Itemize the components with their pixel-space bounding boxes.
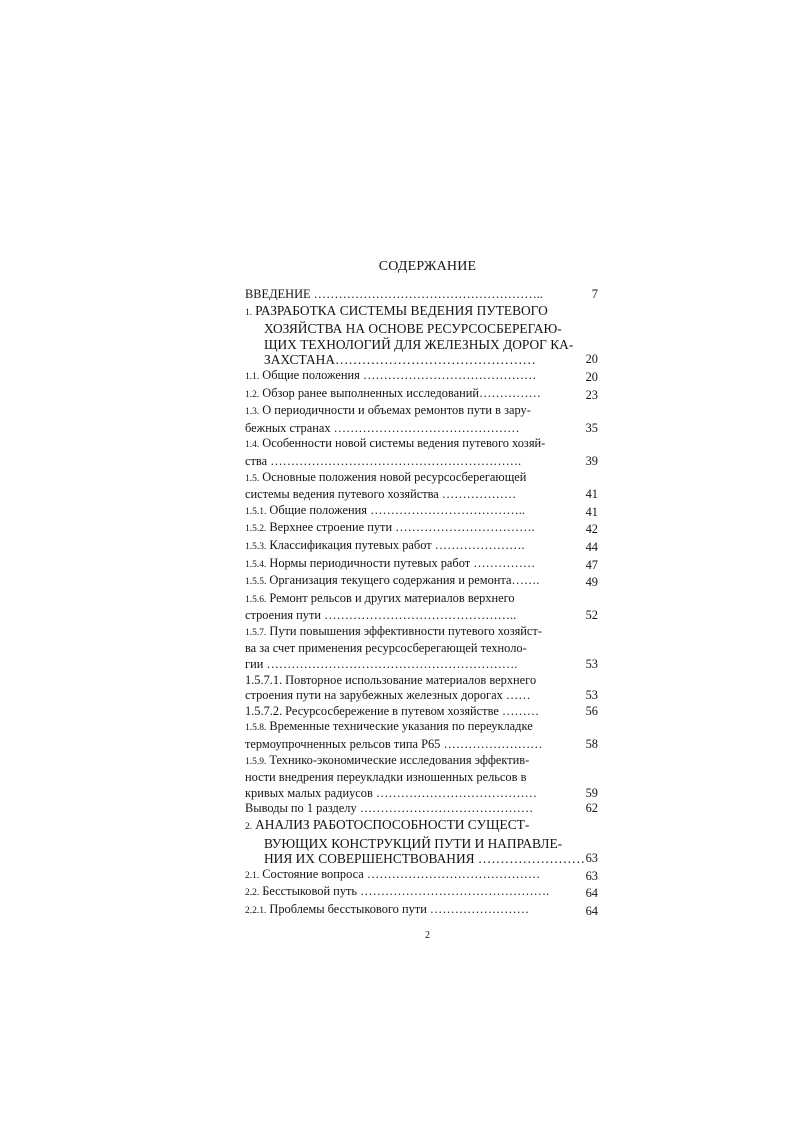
toc-entry-text xyxy=(245,321,571,337)
toc-entry xyxy=(245,503,601,521)
toc-entry xyxy=(245,673,601,704)
toc-entry xyxy=(245,817,601,867)
toc-entry-page: 59 xyxy=(585,785,598,800)
toc-entry xyxy=(245,801,601,817)
toc-entry xyxy=(245,591,601,624)
toc-entry-number: 1.5.4. xyxy=(245,559,267,570)
toc-entry-number: 1.5.7. xyxy=(245,627,267,638)
toc-entry-text xyxy=(245,737,571,753)
toc-entry xyxy=(245,556,601,574)
toc-entry-label: Классификация путевых работ …………………. xyxy=(269,537,525,552)
table-of-contents xyxy=(245,287,601,920)
toc-entry-text xyxy=(245,520,571,538)
toc-entry-number: 2. xyxy=(245,822,253,832)
toc-entry xyxy=(245,624,601,673)
toc-entry-number: 1.5. xyxy=(245,473,260,484)
toc-entry xyxy=(245,753,601,802)
toc-entry-number: 2.1. xyxy=(245,870,260,881)
toc-entry-number: 1. xyxy=(245,307,253,318)
toc-entry-text xyxy=(245,556,571,574)
toc-entry-number: 1.4. xyxy=(245,440,260,451)
toc-entry-text xyxy=(245,573,571,591)
toc-entry-label: Ресурсосбережение в путевом хозяйстве ……… xyxy=(285,703,540,718)
toc-entry-page: 49 xyxy=(585,575,598,590)
toc-entry xyxy=(245,573,601,591)
page-number: 2 xyxy=(425,930,430,941)
toc-entry-text xyxy=(245,884,571,902)
toc-entry-text xyxy=(245,719,571,737)
toc-entry-label: строения пути ……………………………………….. xyxy=(245,608,517,623)
toc-title: СОДЕРЖАНИЕ xyxy=(378,259,477,274)
toc-entry-text xyxy=(245,704,571,720)
toc-entry xyxy=(245,902,601,920)
toc-entry-text xyxy=(245,817,571,836)
toc-entry xyxy=(245,303,601,368)
toc-entry-page: 44 xyxy=(585,539,598,554)
toc-entry-text xyxy=(245,421,571,437)
toc-entry-number: 1.5.2. xyxy=(245,524,267,535)
toc-entry-number: 1.1. xyxy=(245,371,260,382)
toc-entry-label: бежных странах ……………………………………… xyxy=(245,420,520,435)
toc-entry xyxy=(245,867,601,885)
toc-entry-text xyxy=(245,770,571,786)
toc-entry-text xyxy=(245,352,571,368)
toc-entry-text xyxy=(245,386,571,404)
toc-entry xyxy=(245,403,601,436)
toc-entry-label: Пути повышения эффективности путевого хозяйст- xyxy=(269,623,542,638)
toc-entry-text xyxy=(245,591,571,609)
toc-entry-text xyxy=(245,902,571,920)
toc-entry-text xyxy=(245,867,571,885)
toc-entry-label: ВВЕДЕНИЕ ……………………………………………….. xyxy=(245,287,543,301)
toc-entry-page: 52 xyxy=(585,608,598,623)
toc-entry-label: Общие положения …………………………………… xyxy=(262,367,537,382)
toc-entry-label: Технико-экономические исследования эффектив- xyxy=(269,752,530,767)
toc-entry-number: 1.5.7.2. xyxy=(245,703,283,718)
toc-entry-page: 20 xyxy=(585,369,598,384)
toc-entry-page: 42 xyxy=(585,522,598,537)
toc-entry-number: 1.5.3. xyxy=(245,541,267,552)
toc-entry-label: Повторное использование материалов верхнего xyxy=(285,672,537,687)
toc-entry xyxy=(245,287,601,303)
toc-entry-label: ства ……………………………………………………. xyxy=(245,453,522,468)
toc-entry-page: 58 xyxy=(585,737,598,752)
toc-entry-page: 64 xyxy=(585,886,598,901)
toc-entry xyxy=(245,386,601,404)
toc-entry-label: Организация текущего содержания и ремонта……. xyxy=(269,573,540,588)
toc-entry-label: Основные положения новой ресурсосберегающей xyxy=(262,469,527,484)
toc-entry xyxy=(245,436,601,469)
toc-entry-page: 63 xyxy=(585,868,598,883)
toc-entry-label: ХОЗЯЙСТВА НА ОСНОВЕ РЕСУРСОСБЕРЕГАЮ- xyxy=(264,321,562,337)
toc-entry-text xyxy=(245,454,571,470)
toc-entry-text xyxy=(245,538,571,556)
toc-entry-page: 39 xyxy=(585,453,598,468)
toc-entry-label: кривых малых радиусов ………………………………… xyxy=(245,785,538,800)
toc-entry-page: 64 xyxy=(585,903,598,918)
toc-entry-page: 63 xyxy=(585,851,598,866)
toc-entry-text xyxy=(245,336,574,353)
toc-entry-number: 2.2.1. xyxy=(245,905,267,916)
toc-entry xyxy=(245,884,601,902)
toc-entry-label: системы ведения путевого хозяйства ……………… xyxy=(245,487,517,502)
toc-entry-label: Верхнее строение пути ……………………………. xyxy=(269,520,535,535)
toc-entry-label: РАЗРАБОТКА СИСТЕМЫ ВЕДЕНИЯ ПУТЕВОГО xyxy=(255,302,548,318)
toc-entry-label: НИЯ ИХ СОВЕРШЕНСТВОВАНИЯ …………………… xyxy=(264,851,586,867)
toc-entry-label: Бесстыковой путь ………………………………………. xyxy=(262,884,550,899)
toc-entry-text xyxy=(245,287,571,303)
toc-entry-label: Временные технические указания по переукладке xyxy=(269,719,533,734)
toc-entry-text xyxy=(245,657,571,673)
toc-entry-label: ва за счет применения ресурсосберегающей техноло- xyxy=(245,641,527,656)
toc-entry-label: Выводы по 1 разделу …………………………………… xyxy=(245,801,534,816)
toc-entry-text xyxy=(245,753,571,771)
toc-entry-label: О периодичности и объемах ремонтов пути в зару- xyxy=(262,403,531,418)
toc-entry-page: 53 xyxy=(585,688,598,703)
toc-entry-text xyxy=(245,624,571,642)
toc-entry-text xyxy=(245,641,571,657)
toc-entry-page: 47 xyxy=(585,557,598,572)
toc-entry-text xyxy=(245,673,571,689)
toc-entry-label: термоупрочненных рельсов типа Р65 …………………… xyxy=(245,737,543,752)
toc-entry-number: 1.5.7.1. xyxy=(245,672,283,687)
toc-entry-page: 41 xyxy=(585,487,598,502)
toc-entry xyxy=(245,704,601,720)
toc-entry xyxy=(245,520,601,538)
toc-entry-label: ности внедрения переукладки изношенных рельсов в xyxy=(245,770,527,785)
toc-entry-number: 2.2. xyxy=(245,888,260,899)
toc-entry-label: Нормы периодичности путевых работ …………… xyxy=(269,555,536,570)
toc-entry-page: 7 xyxy=(591,287,598,301)
toc-entry-text xyxy=(245,436,571,454)
toc-entry-text xyxy=(245,851,586,867)
toc-entry-number: 1.5.6. xyxy=(245,594,267,605)
toc-entry-page: 41 xyxy=(585,504,598,519)
toc-entry-page: 35 xyxy=(585,420,598,435)
toc-entry-number: 1.3. xyxy=(245,407,260,418)
toc-entry-text xyxy=(245,503,571,521)
toc-entry-page: 53 xyxy=(585,657,598,672)
toc-entry-label: Ремонт рельсов и других материалов верхнего xyxy=(269,590,515,605)
toc-entry-text xyxy=(245,470,571,488)
toc-entry-text xyxy=(245,801,571,817)
toc-entry-text xyxy=(245,368,571,386)
toc-entry-label: ЗАХСТАНА……………………………………… xyxy=(264,352,536,368)
toc-entry-label: Состояние вопроса …………………………………… xyxy=(262,866,541,881)
toc-entry-label: Обзор ранее выполненных исследований…………… xyxy=(262,385,541,400)
toc-entry-text xyxy=(245,786,571,802)
toc-entry-label: Проблемы бесстыкового пути …………………… xyxy=(269,901,530,916)
toc-entry-label: Особенности новой системы ведения путевого хозяй- xyxy=(262,436,546,451)
toc-entry-page: 23 xyxy=(585,387,598,402)
toc-entry-page: 20 xyxy=(585,352,598,367)
toc-entry-text xyxy=(245,303,571,322)
toc-entry-label: АНАЛИЗ РАБОТОСПОСОБНОСТИ СУЩЕСТ- xyxy=(255,817,530,832)
toc-entry-label: Общие положения ……………………………….. xyxy=(269,502,525,517)
toc-entry xyxy=(245,538,601,556)
toc-entry-text xyxy=(245,403,571,421)
toc-entry-number: 1.5.8. xyxy=(245,723,267,734)
toc-entry-label: ВУЮЩИХ КОНСТРУКЦИЙ ПУТИ И НАПРАВЛЕ- xyxy=(264,835,563,851)
toc-entry-label: строения пути на зарубежных железных дорогах …… xyxy=(245,688,531,703)
toc-entry xyxy=(245,470,601,503)
toc-entry-label: гии ……………………………………………………. xyxy=(245,657,518,672)
toc-entry-text xyxy=(245,608,571,624)
toc-entry-text xyxy=(245,836,571,852)
toc-entry-text xyxy=(245,688,571,704)
toc-entry-number: 1.5.1. xyxy=(245,506,267,517)
toc-entry xyxy=(245,719,601,752)
toc-entry-text xyxy=(245,487,571,503)
toc-entry-number: 1.2. xyxy=(245,389,260,400)
toc-entry-number: 1.5.9. xyxy=(245,756,267,767)
toc-entry-page: 62 xyxy=(585,801,598,816)
toc-entry-page: 56 xyxy=(585,703,598,718)
toc-entry-label: ЩИХ ТЕХНОЛОГИЙ ДЛЯ ЖЕЛЕЗНЫХ ДОРОГ КА- xyxy=(264,336,574,352)
toc-entry xyxy=(245,368,601,386)
toc-entry-number: 1.5.5. xyxy=(245,577,267,588)
